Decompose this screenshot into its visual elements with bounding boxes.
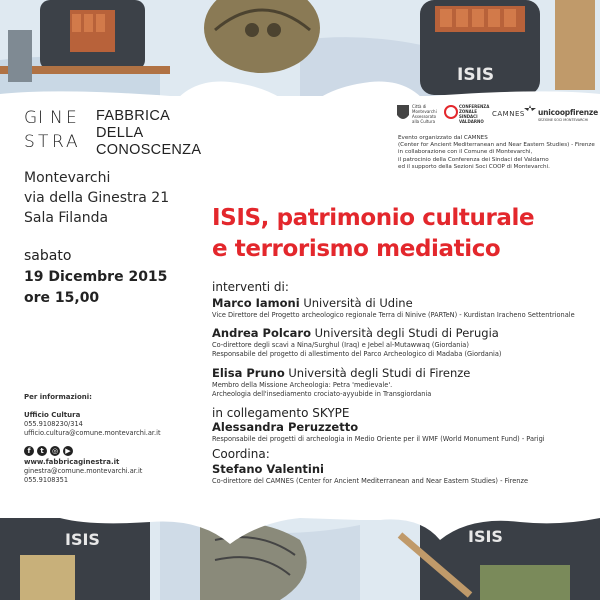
contact-site-phone: 055.9108351 xyxy=(24,476,69,484)
skype-speaker-name: Alessandra Peruzzetto xyxy=(212,420,359,434)
contact-email[interactable]: ufficio.cultura@comune.montevarchi.ar.it xyxy=(24,429,161,437)
coordinator-label: Coordina: xyxy=(212,447,270,461)
skype-speaker-desc: Responsabile dei progetti di archeologia in Medio Oriente per il WMF (World Monument Fund) - Parigi xyxy=(212,435,545,443)
contact-site-email[interactable]: ginestra@comune.montevarchi.ar.it xyxy=(24,467,143,475)
skype-label: in collegamento SKYPE xyxy=(212,406,350,420)
camnes-star-icon xyxy=(524,105,536,115)
venue-city: Montevarchi xyxy=(24,170,111,186)
speaker-3 xyxy=(212,366,470,380)
event-date: 19 Dicembre 2015 xyxy=(24,269,168,285)
instagram-icon[interactable]: ◎ xyxy=(51,447,59,455)
facebook-icon[interactable]: f xyxy=(24,446,34,456)
contact-block xyxy=(24,393,161,485)
twitter-icon[interactable]: t xyxy=(37,446,47,456)
conferenza-logo xyxy=(444,99,488,131)
contact-phone: 055.9108230/314 xyxy=(24,420,83,428)
venue-address: via della Ginestra 21 xyxy=(24,190,170,206)
coordinator-name: Stefano Valentini xyxy=(212,462,324,476)
event-time: ore 15,00 xyxy=(24,290,100,306)
coordinator xyxy=(212,462,324,476)
unicoop-logo-text: unicoopfirenze xyxy=(538,108,598,117)
speaker-2-desc: Co-direttore degli scavi a Nina/Surghul (Iraq) e Jebel al-Mutawwaq (Giordania) Responsabile del progetto di allestimento del Parco Archeologico di Madaba (Giordania) xyxy=(212,341,502,358)
contact-office: Ufficio Cultura xyxy=(24,411,81,419)
venue-block xyxy=(24,168,169,228)
event-title-line1: ISIS, patrimonio culturale xyxy=(212,205,535,231)
comune-logo-text: Città di Montevarchi Assessorato alla Cultura xyxy=(412,104,437,124)
speaker-3-affiliation: Università degli Studi di Firenze xyxy=(288,366,471,380)
speaker-1 xyxy=(212,296,413,310)
speaker-3-desc: Membro della Missione Archeologia: Petra 'medievale'. Archeologia dell'insediamento crociato-ayyubide in Transgiordania xyxy=(212,381,432,398)
organizer-text: Evento organizzato dal CAMNES (Center for Ancient Mediterranean and Near Eastern Studies) - Firenze in collaborazione con il Comune di Montevarchi, il patrocinio della Conferenza dei Sindaci del Valdarno ed il supporto della Sezioni Soci COOP di Montevarchi. xyxy=(398,135,595,170)
contact-label: Per informazioni: xyxy=(24,393,92,401)
speaker-2-name: Andrea Polcaro xyxy=(212,326,311,340)
top-shirt-text: ISIS xyxy=(457,65,495,85)
speaker-1-affiliation: Università di Udine xyxy=(303,296,413,310)
speaker-3-name: Elisa Pruno xyxy=(212,366,285,380)
speaker-1-desc: Vice Direttore del Progetto archeologico regionale Terra di Ninive (PARTeN) - Kurdistan Iracheno Settentrionale xyxy=(212,311,575,319)
skype-speaker xyxy=(212,420,358,434)
unicoop-logo xyxy=(538,99,596,131)
conferenza-mark-icon xyxy=(444,105,458,119)
event-weekday: sabato xyxy=(24,248,72,264)
bottom-right-shirt-text: ISIS xyxy=(468,527,503,546)
bottom-left-shirt-text: ISIS xyxy=(65,530,100,549)
logo-brand-text: FABBRICA DELLA CONOSCENZA xyxy=(96,108,202,158)
comune-crest-icon xyxy=(396,103,410,123)
social-icons xyxy=(24,446,161,456)
venue-hall: Sala Filanda xyxy=(24,210,109,226)
speakers-label: interventi di: xyxy=(212,280,289,294)
speaker-1-name: Marco Iamoni xyxy=(212,296,300,310)
event-title xyxy=(212,203,534,265)
youtube-icon[interactable]: ▶ xyxy=(63,446,73,456)
conferenza-logo-text: CONFERENZA ZONALE SINDACI VALDARNO xyxy=(459,104,490,124)
camnes-logo xyxy=(492,99,536,131)
unicoop-logo-sub: SEZIONE SOCI MONTEVARCHI xyxy=(538,118,589,122)
speaker-2-affiliation: Università degli Studi di Perugia xyxy=(314,326,499,340)
partner-logos xyxy=(396,99,596,135)
event-date-block xyxy=(24,246,167,309)
ginestra-logo-mark: G I N E S T R A xyxy=(24,108,80,152)
speaker-2 xyxy=(212,326,499,340)
contact-site[interactable]: www.fabbricaginestra.it xyxy=(24,458,120,466)
event-title-line2: e terrorismo mediatico xyxy=(212,236,501,262)
bottom-heart-cutout xyxy=(0,512,600,552)
comune-logo xyxy=(396,99,440,131)
coordinator-desc: Co-direttore del CAMNES (Center for Ancient Mediterranean and Near Eastern Studies) - Firenze xyxy=(212,477,529,485)
camnes-logo-text: CAMNES xyxy=(492,110,525,118)
